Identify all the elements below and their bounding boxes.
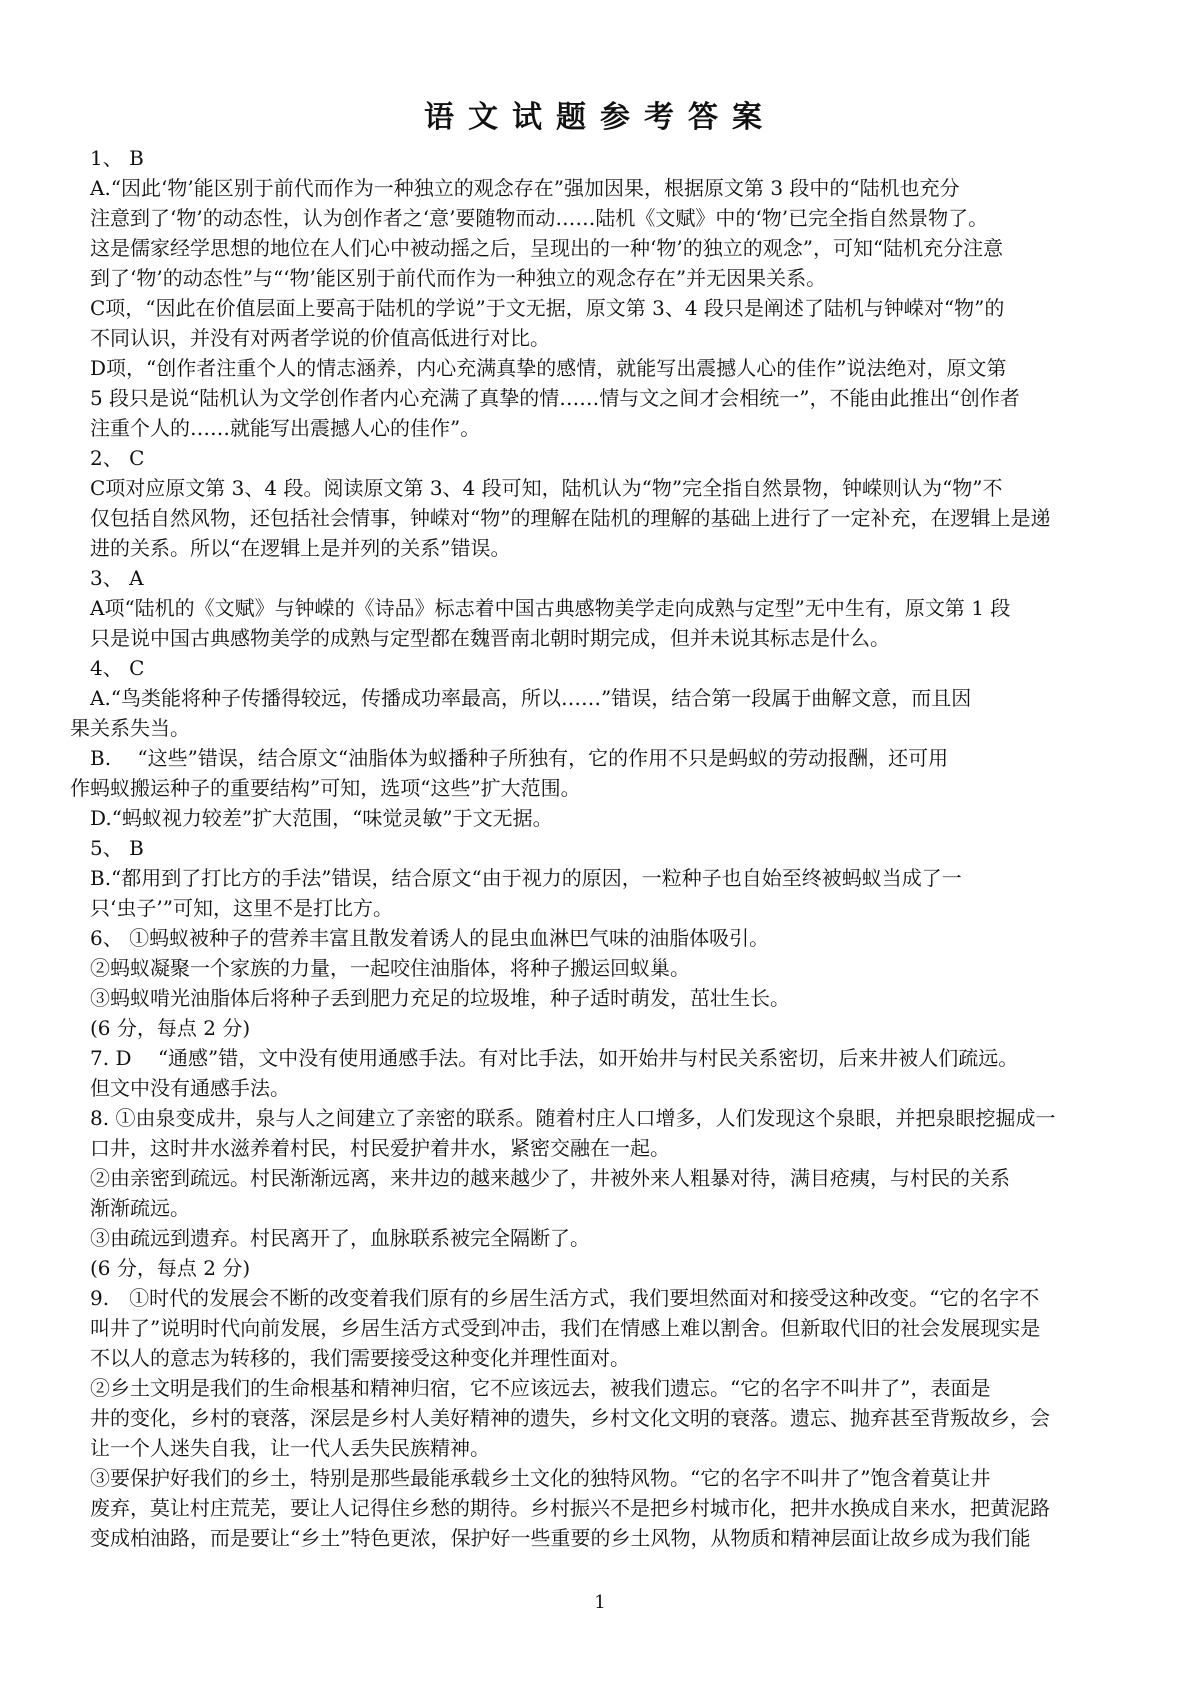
text-line: 5 段只是说“陆机认为文学创作者内心充满了真挚的情……情与文之间才会相统一”，不能由此推出“创作者	[90, 386, 1020, 410]
text-line: A.“鸟类能将种子传播得较远，传播成功率最高，所以……”错误，结合第一段属于曲解文意，而且因	[90, 686, 972, 710]
text-line: A.“因此‘物’能区别于前代而作为一种独立的观念存在”强加因果，根据原文第 3 段中的“陆机也充分	[90, 176, 960, 200]
text-line: 变成柏油路，而是要让“乡土”特色更浓，保护好一些重要的乡土风物，从物质和精神层面让故乡成为我们能	[90, 1526, 1031, 1550]
text-line: 只‘虫子’”可知，这里不是打比方。	[90, 896, 393, 920]
text-line: 口井，这时井水滋养着村民，村民爱护着井水，紧密交融在一起。	[90, 1136, 670, 1160]
page-number: 1	[594, 1592, 606, 1613]
text-line: 注重个人的……就能写出震撼人心的佳作”。	[90, 416, 481, 440]
text-line: C项，“因此在价值层面上要高于陆机的学说”于文无据，原文第 3、4 段只是阐述了陆机与钟嵘对“物”的	[90, 296, 1005, 320]
text-line: (6 分，每点 2 分)	[90, 1016, 251, 1040]
text-line: 进的关系。所以“在逻辑上是并列的关系”错误。	[90, 536, 511, 560]
text-line: 仅包括自然风物，还包括社会情事，钟嵘对“物”的理解在陆机的理解的基础上进行了一定补充，在逻辑上是递	[90, 506, 1051, 530]
text-line: 叫井了”说明时代向前发展，乡居生活方式受到冲击，我们在情感上难以割舍。但新取代旧的社会发展现实是	[90, 1316, 1041, 1340]
text-line: 9. ①时代的发展会不断的改变着我们原有的乡居生活方式，我们要坦然面对和接受这种改变。“它的名字不	[90, 1286, 1040, 1310]
text-line: ③蚂蚁啃光油脂体后将种子丢到肥力充足的垃圾堆，种子适时萌发，茁壮生长。	[90, 986, 790, 1010]
text-line: A项“陆机的《文赋》与钟嵘的《诗品》标志着中国古典感物美学走向成熟与定型”无中生有，原文第 1 段	[90, 596, 1011, 620]
answer-body	[70, 143, 1120, 1553]
text-line: 6、 ①蚂蚁被种子的营养丰富且散发着诱人的昆虫血淋巴气味的油脂体吸引。	[90, 926, 770, 950]
text-line: 8. ①由泉变成井，泉与人之间建立了亲密的联系。随着村庄人口增多，人们发现这个泉眼，并把泉眼挖掘成一	[90, 1106, 1056, 1130]
text-line: 井的变化，乡村的衰落，深层是乡村人美好精神的遗失，乡村文化文明的衰落。遗忘、抛弃甚至背叛故乡，会	[90, 1406, 1050, 1430]
text-line: 3、 A	[90, 566, 144, 590]
text-line: 1、 B	[90, 146, 144, 170]
text-line: C项对应原文第 3、4 段。阅读原文第 3、4 段可知，陆机认为“物”完全指自然景物，钟嵘则认为“物”不	[90, 476, 1003, 500]
text-line: 让一个人迷失自我，让一代人丢失民族精神。	[90, 1436, 490, 1460]
text-line: 废弃，莫让村庄荒芜，要让人记得住乡愁的期待。乡村振兴不是把乡村城市化，把井水换成自来水，把黄泥路	[90, 1496, 1050, 1520]
text-line: 4、 C	[90, 656, 145, 680]
text-line: ②由亲密到疏远。村民渐渐远离，来井边的越来越少了，井被外来人粗暴对待，满目疮痍，与村民的关系	[90, 1166, 1010, 1190]
text-line: 这是儒家经学思想的地位在人们心中被动摇之后，呈现出的一种‘物’的独立的观念”，可知“陆机充分注意	[90, 236, 1004, 260]
text-line: 果关系失当。	[70, 716, 190, 740]
text-line: (6 分，每点 2 分)	[90, 1256, 251, 1280]
text-line: 7. D “通感”错，文中没有使用通感手法。有对比手法，如开始井与村民关系密切，后来井被人们疏远。	[90, 1046, 1019, 1070]
text-line: 但文中没有通感手法。	[90, 1076, 290, 1100]
text-line: 作蚂蚁搬运种子的重要结构”可知，选项“这些”扩大范围。	[70, 776, 581, 800]
text-line: 渐渐疏远。	[90, 1196, 190, 1220]
text-line: D项，“创作者注重个人的情志涵养，内心充满真挚的感情，就能写出震撼人心的佳作”说法绝对，原文第	[90, 356, 1007, 380]
text-line: D.“蚂蚁视力较差”扩大范围，“味觉灵敏”于文无据。	[90, 806, 553, 830]
text-line: 5、 B	[90, 836, 144, 860]
text-line: B. “这些”错误，结合原文“油脂体为蚁播种子所独有，它的作用不只是蚂蚁的劳动报酬，还可用	[90, 746, 949, 770]
text-line: 到了‘物’的动态性”与“‘物’能区别于前代而作为一种独立的观念存在”并无因果关系。	[90, 266, 827, 290]
text-line: B.“都用到了打比方的手法”错误，结合原文“由于视力的原因，一粒种子也自始至终被蚂蚁当成了一	[90, 866, 962, 890]
text-line: ③要保护好我们的乡土，特别是那些最能承载乡土文化的独特风物。“它的名字不叫井了”饱含着莫让井	[90, 1466, 991, 1490]
text-line: 2、 C	[90, 446, 145, 470]
text-line: ②乡土文明是我们的生命根基和精神归宿，它不应该远去，被我们遗忘。“它的名字不叫井了”，表面是	[90, 1376, 991, 1400]
text-line: 不以人的意志为转移的，我们需要接受这种变化并理性面对。	[90, 1346, 630, 1370]
text-line: 注意到了‘物’的动态性，认为创作者之‘意’要随物而动……陆机《文赋》中的‘物’已完全指自然景物了。	[90, 206, 989, 230]
text-line: 只是说中国古典感物美学的成熟与定型都在魏晋南北朝时期完成，但并未说其标志是什么。	[90, 626, 890, 650]
text-line: ③由疏远到遗弃。村民离开了，血脉联系被完全隔断了。	[90, 1226, 590, 1250]
page-title: 语文试题参考答案	[424, 100, 776, 135]
text-line: ②蚂蚁凝聚一个家族的力量，一起咬住油脂体，将种子搬运回蚁巢。	[90, 956, 690, 980]
text-line: 不同认识，并没有对两者学说的价值高低进行对比。	[90, 326, 550, 350]
